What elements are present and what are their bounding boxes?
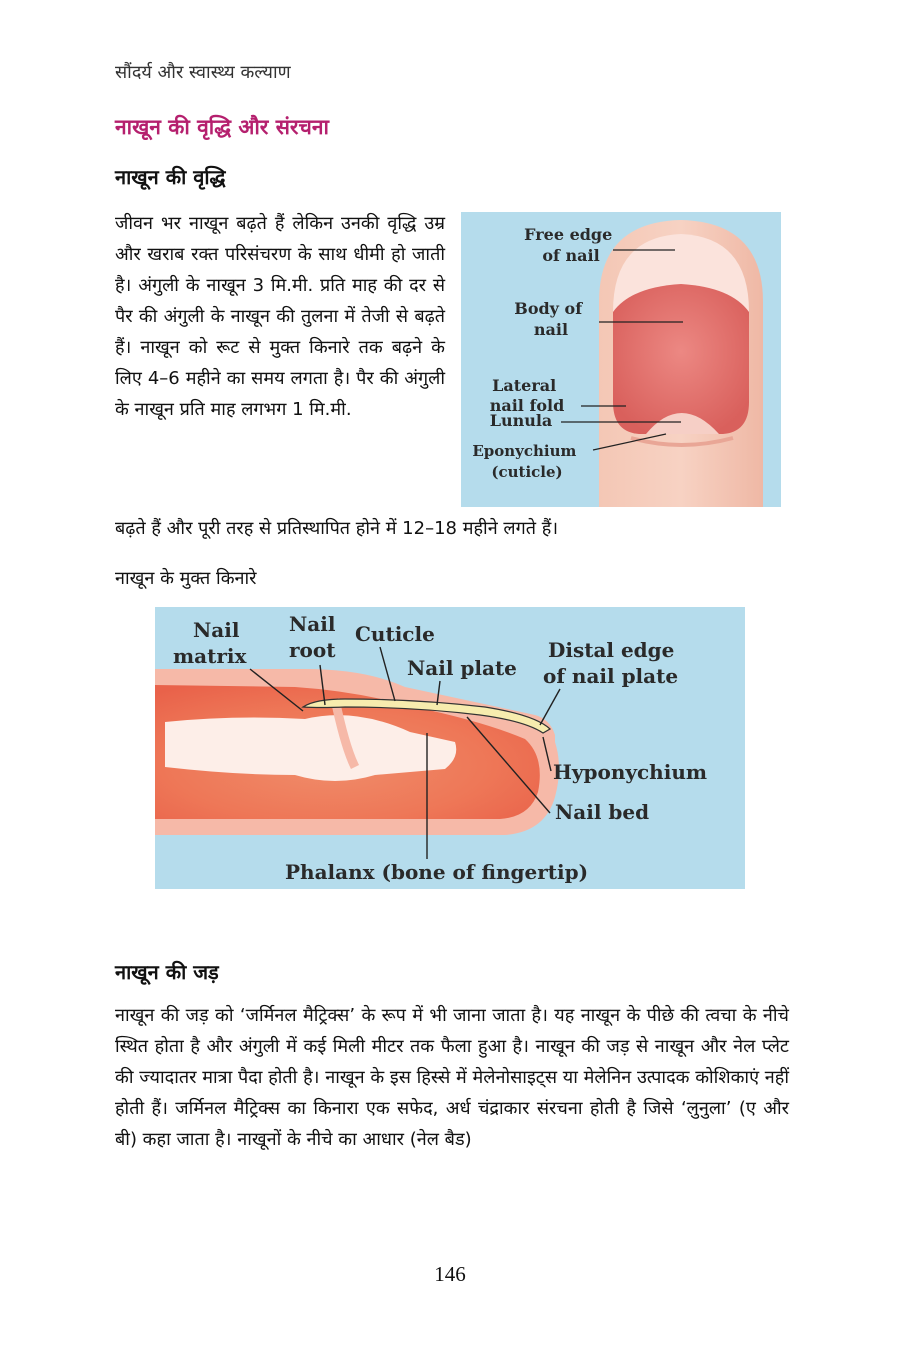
label-lateral-line1: Lateral — [492, 376, 557, 395]
section-title: नाखून की वृद्धि और संरचना — [115, 115, 329, 139]
label-lateral-line2: nail fold — [489, 396, 565, 415]
label-nail-root-line1: Nail — [289, 612, 336, 636]
label-body-line2: nail — [533, 320, 569, 339]
label-cuticle: Cuticle — [355, 622, 435, 646]
label-nail-plate: Nail plate — [407, 656, 517, 680]
label-nail-matrix-line1: Nail — [193, 618, 240, 642]
label-distal-edge-line2: of nail plate — [543, 664, 679, 688]
label-free-edge-line1: Free edge — [524, 225, 613, 244]
growth-paragraph-continuation: बढ़ते हैं और पूरी तरह से प्रतिस्थापित होने में 12–18 महीने लगते हैं। — [115, 518, 559, 539]
fingernail-diagram — [461, 212, 781, 507]
label-eponychium-line2: (cuticle) — [491, 463, 563, 481]
growth-paragraph: जीवन भर नाखून बढ़ते हैं लेकिन उनकी वृद्धि उम्र और खराब रक्त परिसंचरण के साथ धीमी हो जाती है। अंगुली के नाखून 3 मि.मी. प्रति माह की दर से पैर की अंगुली के नाखून की तुलना में तेजी से बढ़ते हैं। नाखून को रूट से मुक्त किनारे तक बढ़ने के लिए 4–6 महीने का समय लगता है। पैर की अंगुली के नाखून प्रति माह लगभग 1 मि.मी. — [115, 213, 445, 420]
label-lateral-fold — [490, 376, 565, 415]
label-nail-root-line2: root — [289, 638, 336, 662]
nail-body-shape — [613, 284, 749, 434]
label-distal-edge-line1: Distal edge — [548, 638, 675, 662]
page-number: 146 — [434, 1262, 466, 1286]
label-lunula: Lunula — [489, 411, 553, 430]
label-nail-bed: Nail bed — [555, 800, 650, 824]
root-paragraph: नाखून की जड़ को ‘जर्मिनल मैट्रिक्स’ के रूप में भी जाना जाता है। यह नाखून के पीछे की त्वचा के नीचे स्थित होता है और अंगुली में कई मिली मीटर तक फैला हुआ है। नाखून की जड़ से नाखून और नेल प्लेट की ज्यादातर मात्रा पैदा होती है। नाखून के इस हिस्से में मेलेनोसाइट्स या मेलेनिन उत्पादक कोशिकाएं नहीं होती हैं। जर्मिनल मैट्रिक्स का किनारा एक सफेद, अर्ध चंद्राकार संरचना होती है जिसे ‘लुनुला’ (ए और बी) कहा जाता है। नाखूनों के नीचे का आधार (नेल बैड) — [115, 1005, 789, 1150]
label-body-line1: Body of — [514, 299, 583, 318]
label-free-edge-line2: of nail — [542, 246, 600, 265]
label-eponychium-line1: Eponychium — [472, 442, 577, 460]
nail-cross-section-diagram — [155, 607, 745, 889]
heading-nail-growth: नाखून की वृद्धि — [115, 165, 226, 189]
running-header: सौंदर्य और स्वास्थ्य कल्याण — [115, 62, 291, 83]
label-phalanx: Phalanx (bone of fingertip) — [285, 860, 589, 884]
heading-nail-root: नाखून की जड़ — [115, 960, 219, 984]
label-nail-matrix-line2: matrix — [173, 644, 247, 668]
label-hyponychium: Hyponychium — [553, 760, 708, 784]
free-edge-caption: नाखून के मुक्त किनारे — [115, 568, 257, 589]
